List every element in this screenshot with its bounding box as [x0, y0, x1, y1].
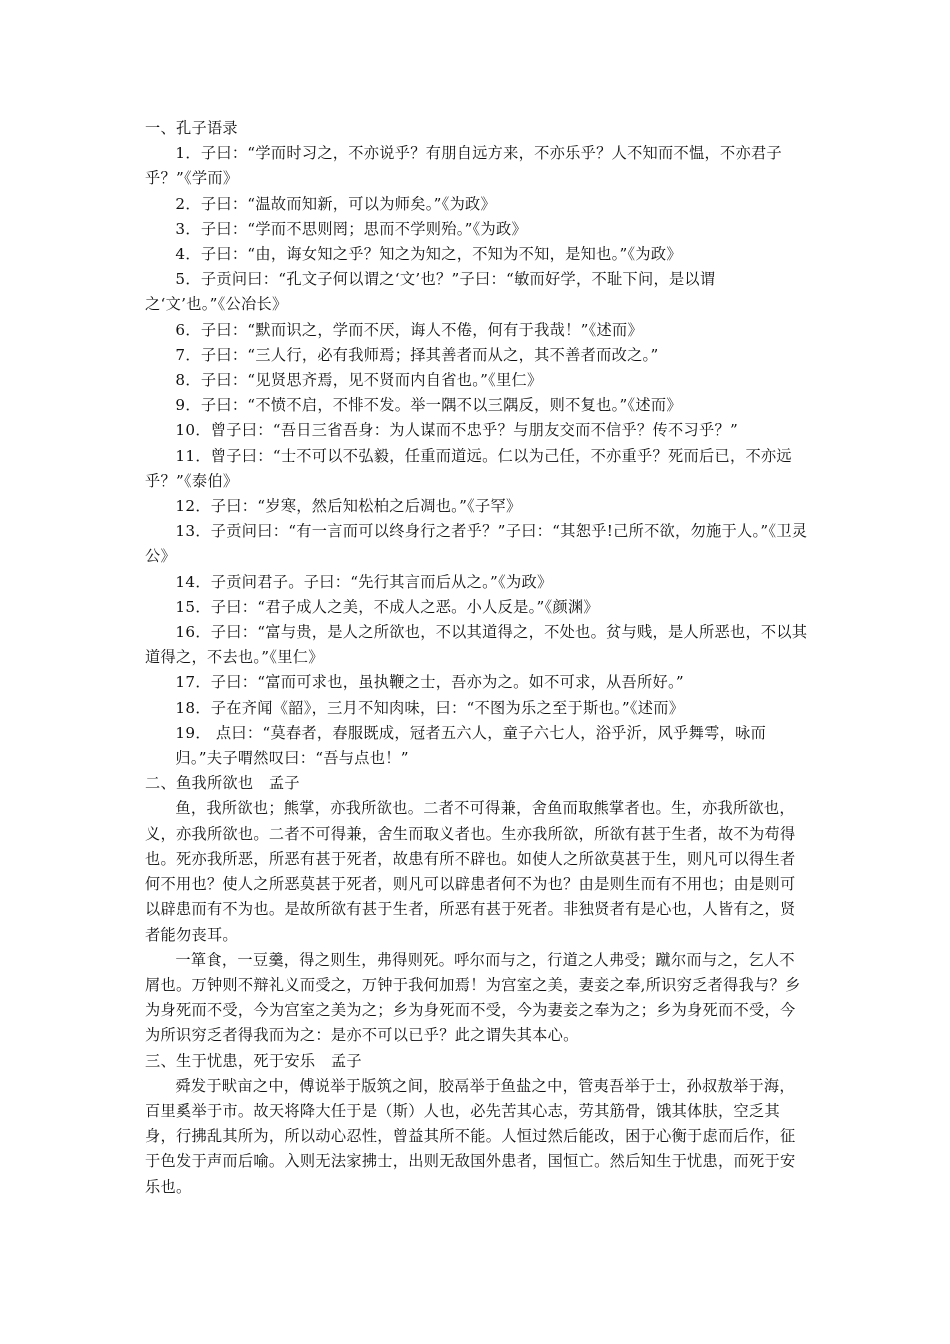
quote-item: 4．子曰：“由，诲女知之乎？知之为知之，不知为不知，是知也。”《为政》	[175, 245, 682, 264]
quote-item: 13．子贡问曰：“有一言而可以终身行之者乎？”子曰：“其恕乎!己所不欲，勿施于人。”《卫灵公》	[145, 522, 808, 566]
quote-item: 1．子曰：“学而时习之，不亦说乎？有朋自远方来，不亦乐乎？人不知而不愠，不亦君子乎？”《学而》	[145, 144, 782, 188]
quote-item: 6．子曰：“默而识之，学而不厌，诲人不倦，何有于我哉！”《述而》	[175, 320, 644, 339]
quote-item: 11．曾子曰：“士不可以不弘毅，任重而道远。仁以为己任，不亦重乎？死而后已，不亦远乎？”《泰伯》	[145, 446, 792, 490]
section-heading: 一、孔子语录	[145, 119, 238, 137]
section-heading: 三、生于忧患，死于安乐 孟子	[145, 1051, 362, 1070]
quote-item-last: 19． 点曰：“莫春者，春服既成，冠者五六人，童子六七人，浴乎沂，风乎舞雩，咏而归。”夫子喟然叹曰：“吾与点也！”	[175, 723, 767, 768]
text-paragraph: 鱼，我所欲也；熊掌，亦我所欲也。二者不可得兼，舍鱼而取熊掌者也。生，亦我所欲也，义，亦我所欲也。二者不可得兼，舍生而取义者也。生亦我所欲，所欲有甚于生者，故不为苟得也。死亦我所恶，所恶有甚于死者，故患有所不辟也。如使人之所欲莫甚于生，则凡可以得生者何不用也？使人之所恶莫甚于死者，则凡可以辟患者何不为也？由是则生而有不用也；由是则可以辟患而有不为也。是故所欲有甚于生者，所恶有甚于死者。非独贤者有是心也，人皆有之，贤者能勿丧耳。	[145, 799, 796, 944]
text-paragraph: 舜发于畎亩之中，傅说举于版筑之间，胶鬲举于鱼盐之中，管夷吾举于士，孙叔敖举于海，百里奚举于市。故天将降大任于是（斯）人也，必先苦其心志，劳其筋骨，饿其体肤，空乏其身，行拂乱其所为，所以动心忍性，曾益其所不能。人恒过然后能改，困于心衡于虑而后作，征于色发于声而后喻。入则无法家拂士，出则无敌国外患者，国恒亡。然后知生于忧患，而死于安乐也。	[145, 1076, 796, 1196]
quote-item: 10．曾子曰：“吾日三省吾身：为人谋而不忠乎？与朋友交而不信乎？传不习乎？”	[175, 421, 739, 440]
quote-item: 15．子曰：“君子成人之美，不成人之恶。小人反是。”《颜渊》	[175, 597, 599, 616]
section-heading: 二、鱼我所欲也 孟子	[145, 774, 300, 793]
quote-item: 7．子曰：“三人行，必有我师焉；择其善者而从之，其不善者而改之。”	[175, 345, 659, 364]
document-body	[145, 116, 810, 1200]
quote-item: 9．子曰：“不愤不启，不悱不发。举一隅不以三隅反，则不复也。”《述而》	[175, 396, 682, 415]
quote-item: 14．子贡问君子。子曰：“先行其言而后从之。”《为政》	[175, 572, 553, 591]
text-paragraph: 一箪食，一豆羹，得之则生，弗得则死。呼尔而与之，行道之人弗受；蹴尔而与之，乞人不屑也。万钟则不辩礼义而受之，万钟于我何加焉！为宫室之美，妻妾之奉,所识穷乏者得我与？乡为身死而不受，今为宫室之美为之；乡为身死而不受，今为妻妾之奉为之；乡为身死而不受，今为所识穷乏者得我而为之：是亦不可以已乎？此之谓失其本心。	[145, 950, 801, 1045]
quote-item: 8．子曰：“见贤思齐焉，见不贤而内自省也。”《里仁》	[175, 371, 543, 390]
quote-item: 3．子曰：“学而不思则罔；思而不学则殆。”《为政》	[175, 219, 528, 238]
quote-item: 17．子曰：“富而可求也，虽执鞭之士，吾亦为之。如不可求，从吾所好。”	[175, 673, 684, 692]
quote-item: 2．子曰：“温故而知新，可以为师矣。”《为政》	[175, 194, 497, 213]
quote-item: 12．子曰：“岁寒，然后知松柏之后凋也。”《子罕》	[175, 497, 522, 516]
quote-item: 18．子在齐闻《韶》，三月不知肉味，曰：“不图为乐之至于斯也。”《述而》	[175, 698, 685, 717]
quote-item: 5．子贡问曰：“孔文子何以谓之‘文’也？”子曰：“敏而好学，不耻下问，是以谓之‘文’也。”《公冶长》	[145, 270, 716, 314]
quote-item: 16．子曰：“富与贵，是人之所欲也，不以其道得之，不处也。贫与贱，是人所恶也，不以其道得之，不去也。”《里仁》	[145, 623, 808, 667]
